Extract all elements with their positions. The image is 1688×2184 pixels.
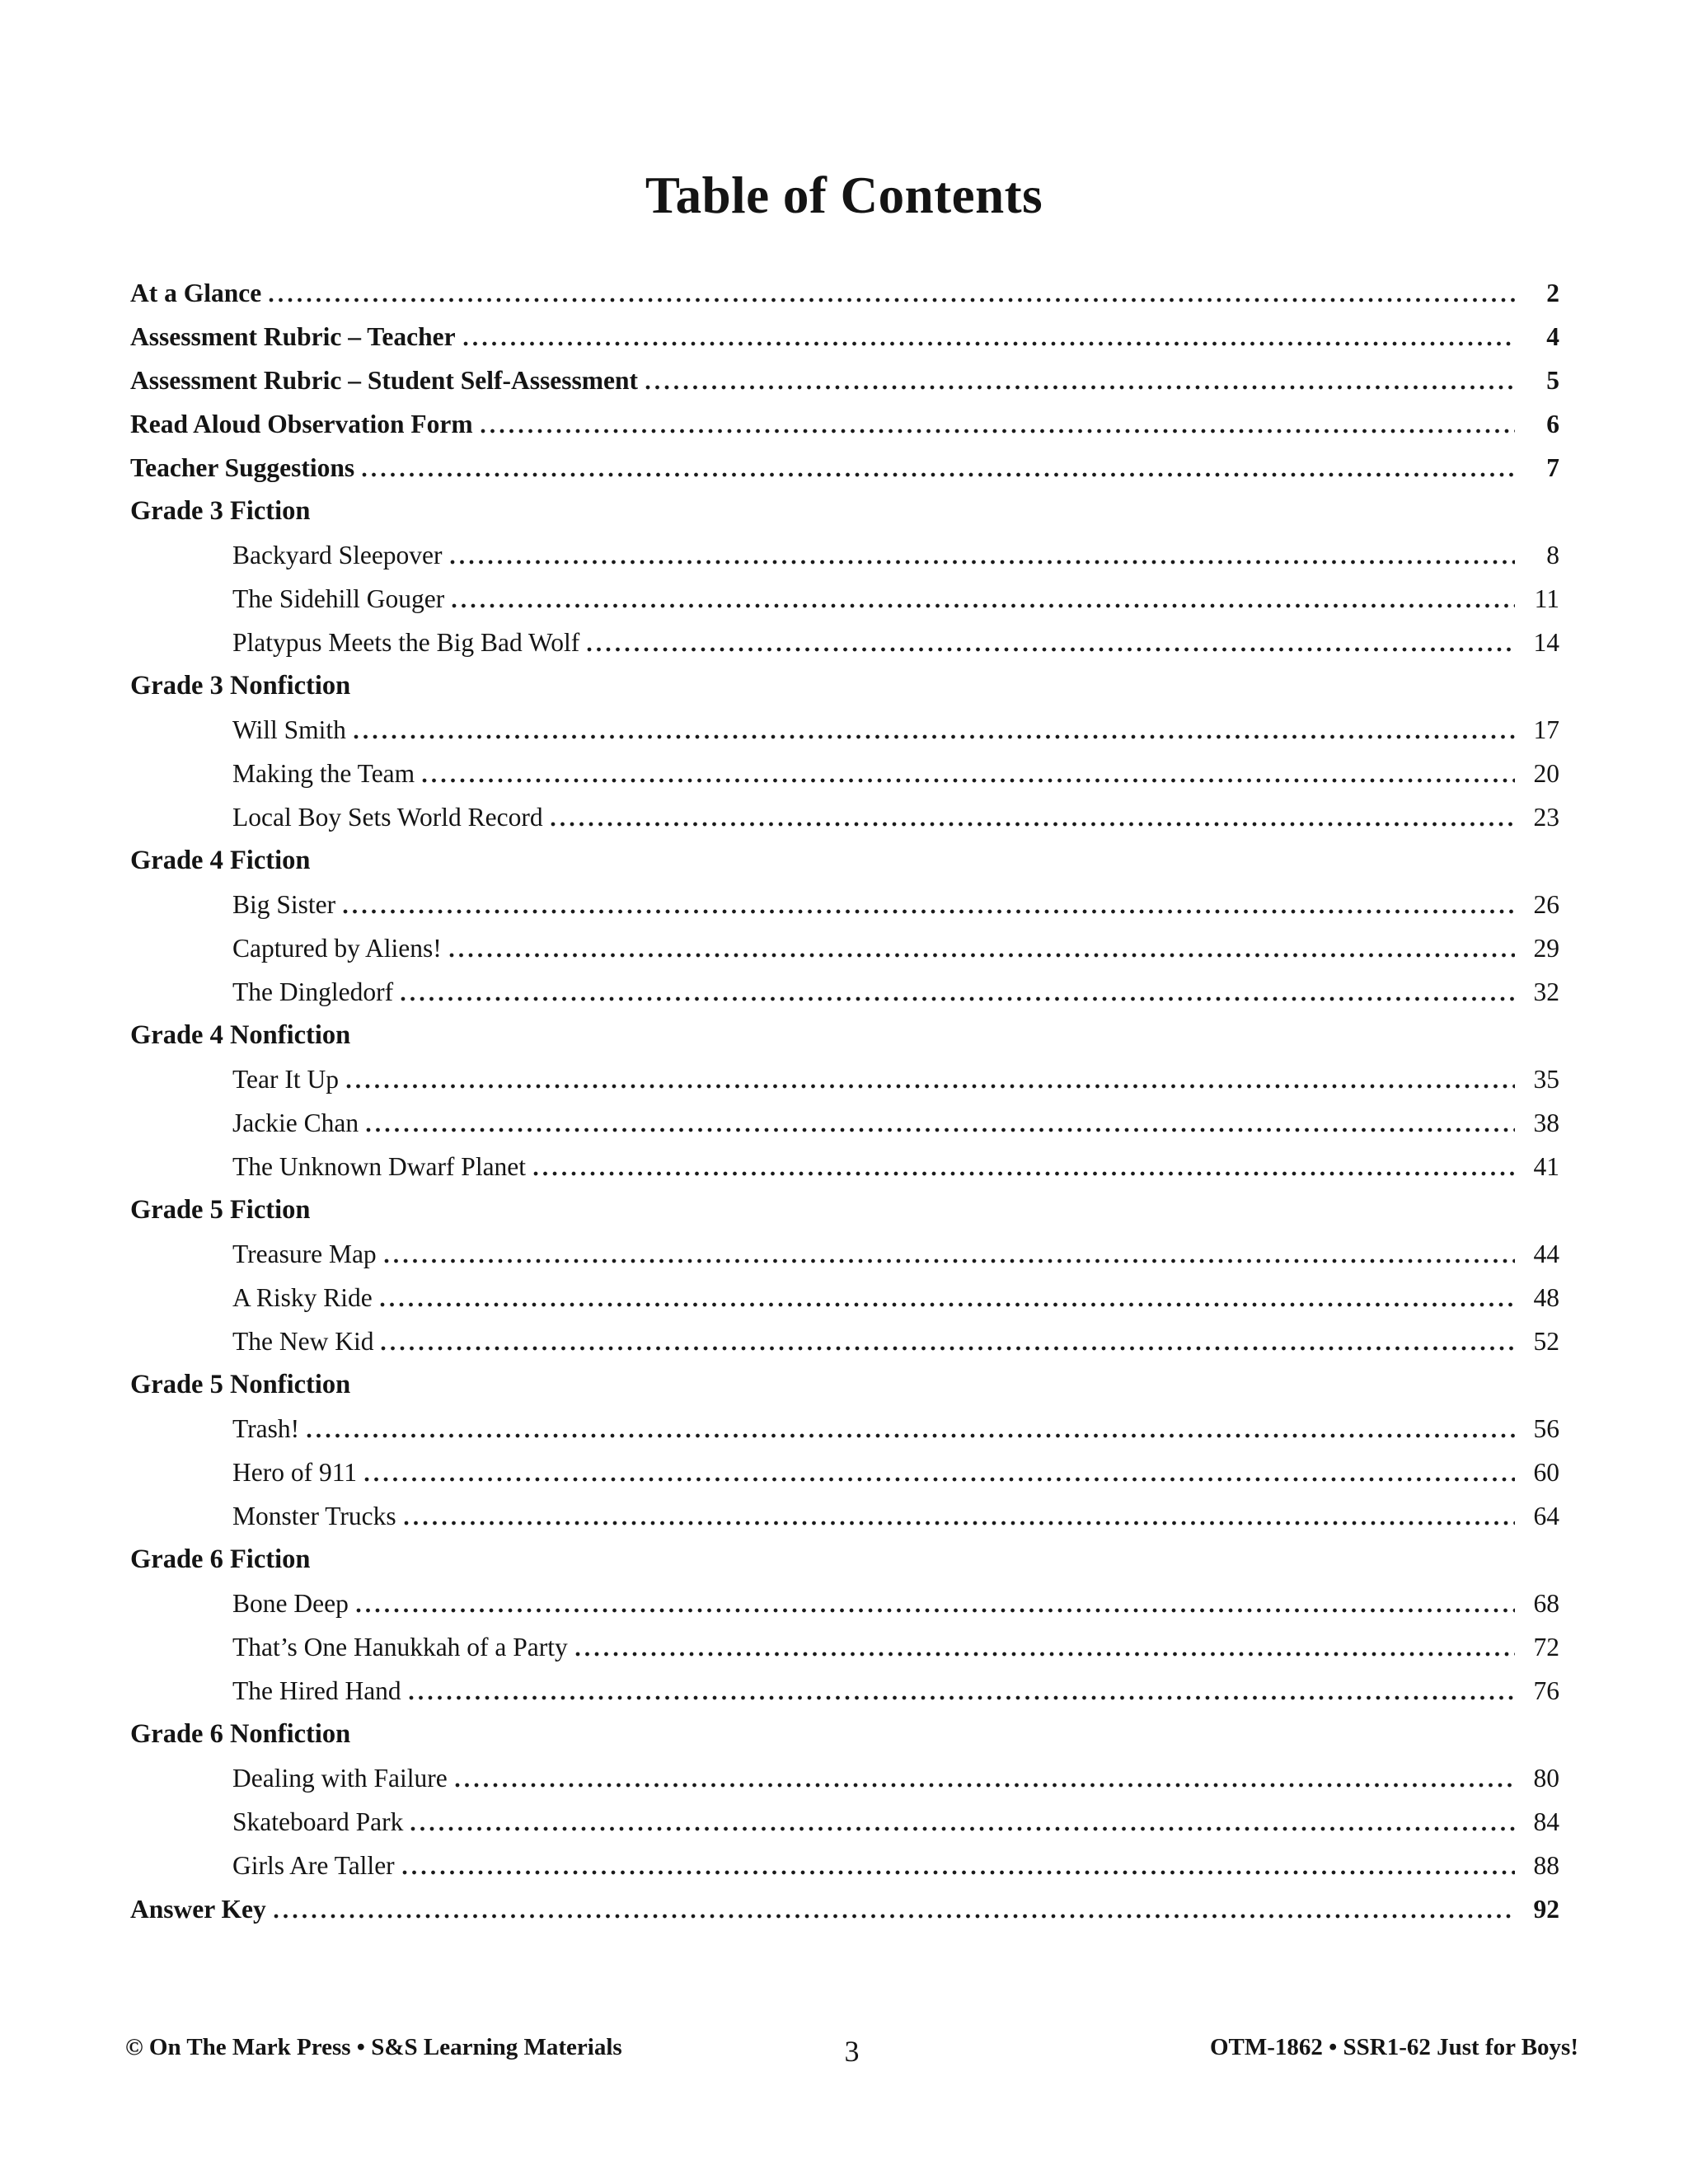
toc-entry bbox=[130, 532, 1559, 575]
toc-entry-label: Making the Team bbox=[232, 758, 415, 788]
footer-copyright: © On The Mark Press • S&S Learning Materials bbox=[125, 2034, 622, 2060]
leader-dots bbox=[551, 822, 1515, 827]
toc-entry-page: 4 bbox=[1546, 321, 1559, 351]
toc-section-header bbox=[130, 1361, 1559, 1405]
leader-dots bbox=[380, 1302, 1515, 1307]
toc-entry-page: 92 bbox=[1533, 1894, 1559, 1924]
toc-entry-label: Big Sister bbox=[232, 889, 336, 919]
toc-entry bbox=[130, 357, 1559, 401]
toc-entry bbox=[130, 444, 1559, 488]
toc-entry-page: 35 bbox=[1533, 1064, 1559, 1094]
toc-entry-page: 8 bbox=[1546, 540, 1559, 569]
leader-dots bbox=[354, 734, 1515, 739]
leader-dots bbox=[381, 1346, 1515, 1351]
toc-entry bbox=[130, 1624, 1559, 1667]
toc-entry-page: 52 bbox=[1533, 1326, 1559, 1356]
toc-entry-page: 7 bbox=[1546, 452, 1559, 482]
toc-entry bbox=[130, 575, 1559, 619]
leader-dots bbox=[409, 1695, 1515, 1700]
toc-entry-label: The Unknown Dwarf Planet bbox=[232, 1151, 527, 1181]
leader-dots bbox=[422, 778, 1515, 783]
toc-entry-label: Grade 4 Fiction bbox=[130, 845, 311, 875]
toc-entry bbox=[130, 1056, 1559, 1099]
footer-page-number: 3 bbox=[844, 2035, 860, 2068]
leader-dots bbox=[575, 1652, 1515, 1657]
toc-entry bbox=[130, 1493, 1559, 1536]
toc-entry-page: 14 bbox=[1533, 627, 1559, 657]
leader-dots bbox=[587, 647, 1515, 652]
leader-dots bbox=[450, 560, 1515, 565]
toc-entry-label: Hero of 911 bbox=[232, 1457, 358, 1487]
toc-entry-page: 5 bbox=[1546, 365, 1559, 395]
footer-product-code: OTM-1862 • SSR1-62 Just for Boys! bbox=[1209, 2034, 1578, 2060]
toc-entry-label: Answer Key bbox=[130, 1894, 266, 1924]
toc-entry bbox=[130, 1886, 1559, 1929]
toc-entry-label: Assessment Rubric – Teacher bbox=[130, 321, 456, 351]
toc-section-header bbox=[130, 1012, 1559, 1056]
toc-entry-label: Bone Deep bbox=[232, 1588, 349, 1618]
toc-entry-label: Treasure Map bbox=[232, 1239, 377, 1268]
toc-entry-page: 20 bbox=[1533, 758, 1559, 788]
toc-entry-page: 11 bbox=[1534, 583, 1559, 613]
toc-entry-page: 84 bbox=[1533, 1807, 1559, 1836]
toc-entry-page: 64 bbox=[1533, 1501, 1559, 1530]
toc-entry bbox=[130, 750, 1559, 794]
toc-entry-page: 2 bbox=[1546, 278, 1559, 307]
toc-entry bbox=[130, 1274, 1559, 1318]
leader-dots bbox=[274, 1914, 1515, 1919]
toc-entry bbox=[130, 794, 1559, 837]
leader-dots bbox=[384, 1258, 1515, 1263]
toc-entry-label: At a Glance bbox=[130, 278, 262, 307]
toc-entry bbox=[130, 1099, 1559, 1143]
toc-entry bbox=[130, 619, 1559, 663]
toc-entry bbox=[130, 269, 1559, 313]
toc-entry bbox=[130, 706, 1559, 750]
leader-dots bbox=[366, 1127, 1515, 1132]
toc-entry-page: 48 bbox=[1533, 1282, 1559, 1312]
toc-entry-label: Trash! bbox=[232, 1413, 300, 1443]
toc-entry-page: 60 bbox=[1533, 1457, 1559, 1487]
toc-entry-label: Grade 4 Nonfiction bbox=[130, 1019, 351, 1050]
toc-entry-label: Grade 3 Nonfiction bbox=[130, 670, 351, 701]
toc-entry-label: Grade 5 Nonfiction bbox=[130, 1369, 351, 1399]
toc-entry-label: Tear It Up bbox=[232, 1064, 339, 1094]
leader-dots bbox=[449, 953, 1515, 958]
leader-dots bbox=[362, 472, 1515, 477]
toc-entry-label: Grade 6 Fiction bbox=[130, 1544, 311, 1574]
toc-entry-label: Local Boy Sets World Record bbox=[232, 802, 543, 832]
page-title: Table of Contents bbox=[645, 166, 1043, 224]
toc-entry-label: Teacher Suggestions bbox=[130, 452, 355, 482]
toc-entry-label: Skateboard Park bbox=[232, 1807, 404, 1836]
toc-entry-page: 32 bbox=[1533, 977, 1559, 1006]
page-footer bbox=[125, 2034, 1578, 2070]
toc-section-header bbox=[130, 1536, 1559, 1580]
toc-entry-page: 41 bbox=[1533, 1151, 1559, 1181]
toc-entry bbox=[130, 925, 1559, 968]
leader-dots bbox=[463, 341, 1515, 346]
leader-dots bbox=[455, 1783, 1515, 1788]
leader-dots bbox=[410, 1826, 1515, 1831]
leader-dots bbox=[481, 429, 1515, 434]
leader-dots bbox=[307, 1433, 1515, 1438]
toc-entry-label: Grade 6 Nonfiction bbox=[130, 1718, 351, 1749]
toc-entry-page: 26 bbox=[1533, 889, 1559, 919]
toc-entry-page: 80 bbox=[1533, 1763, 1559, 1793]
toc-entry bbox=[130, 1143, 1559, 1187]
toc-entry-page: 44 bbox=[1533, 1239, 1559, 1268]
toc-entry bbox=[130, 881, 1559, 925]
toc-entry-label: Girls Are Taller bbox=[232, 1850, 395, 1880]
toc-section-header bbox=[130, 663, 1559, 706]
toc-entry-page: 88 bbox=[1533, 1850, 1559, 1880]
toc-entry bbox=[130, 1798, 1559, 1842]
toc-entry-page: 56 bbox=[1533, 1413, 1559, 1443]
toc-entry bbox=[130, 1318, 1559, 1361]
toc-entry bbox=[130, 1755, 1559, 1798]
leader-dots bbox=[356, 1608, 1515, 1613]
toc-entry-label: That’s One Hanukkah of a Party bbox=[232, 1632, 568, 1661]
toc-list bbox=[130, 269, 1559, 1929]
leader-dots bbox=[346, 1084, 1515, 1089]
toc-entry-label: A Risky Ride bbox=[232, 1282, 373, 1312]
toc-entry-page: 23 bbox=[1533, 802, 1559, 832]
toc-entry bbox=[130, 1449, 1559, 1493]
leader-dots bbox=[269, 298, 1515, 302]
toc-entry-page: 72 bbox=[1533, 1632, 1559, 1661]
toc-section-header bbox=[130, 1711, 1559, 1755]
toc-entry-label: The New Kid bbox=[232, 1326, 374, 1356]
leader-dots bbox=[401, 996, 1515, 1001]
toc-entry-page: 6 bbox=[1546, 409, 1559, 438]
toc-entry-label: Monster Trucks bbox=[232, 1501, 396, 1530]
leader-dots bbox=[645, 385, 1515, 390]
toc-entry-page: 76 bbox=[1533, 1675, 1559, 1705]
toc-entry-page: 17 bbox=[1533, 715, 1559, 744]
toc-entry-label: Read Aloud Observation Form bbox=[130, 409, 473, 438]
toc-section-header bbox=[130, 1187, 1559, 1230]
toc-entry-label: Backyard Sleepover bbox=[232, 540, 443, 569]
toc-entry-label: Jackie Chan bbox=[232, 1108, 359, 1137]
toc-entry-label: Assessment Rubric – Student Self-Assessment bbox=[130, 365, 639, 395]
toc-entry bbox=[130, 1667, 1559, 1711]
toc-entry bbox=[130, 1842, 1559, 1886]
toc-entry-label: Dealing with Failure bbox=[232, 1763, 448, 1793]
toc-section-header bbox=[130, 837, 1559, 881]
toc-entry-label: The Hired Hand bbox=[232, 1675, 401, 1705]
toc-section-header bbox=[130, 488, 1559, 532]
toc-entry bbox=[130, 968, 1559, 1012]
toc-entry-label: Grade 3 Fiction bbox=[130, 495, 311, 526]
toc-entry-label: Grade 5 Fiction bbox=[130, 1194, 311, 1225]
leader-dots bbox=[402, 1870, 1515, 1875]
toc-entry-label: Platypus Meets the Big Bad Wolf bbox=[232, 627, 580, 657]
toc-entry bbox=[130, 1230, 1559, 1274]
toc-entry bbox=[130, 313, 1559, 357]
toc-entry-page: 38 bbox=[1533, 1108, 1559, 1137]
leader-dots bbox=[343, 909, 1515, 914]
toc-entry-label: The Dingledorf bbox=[232, 977, 394, 1006]
toc-entry-label: The Sidehill Gouger bbox=[232, 583, 445, 613]
toc-entry-page: 29 bbox=[1533, 933, 1559, 963]
toc-entry-label: Will Smith bbox=[232, 715, 346, 744]
leader-dots bbox=[452, 603, 1515, 608]
toc-entry bbox=[130, 1405, 1559, 1449]
toc-entry-label: Captured by Aliens! bbox=[232, 933, 442, 963]
toc-entry bbox=[130, 401, 1559, 444]
leader-dots bbox=[404, 1521, 1515, 1526]
toc-entry bbox=[130, 1580, 1559, 1624]
leader-dots bbox=[533, 1171, 1515, 1176]
toc-entry-page: 68 bbox=[1533, 1588, 1559, 1618]
leader-dots bbox=[364, 1477, 1515, 1482]
